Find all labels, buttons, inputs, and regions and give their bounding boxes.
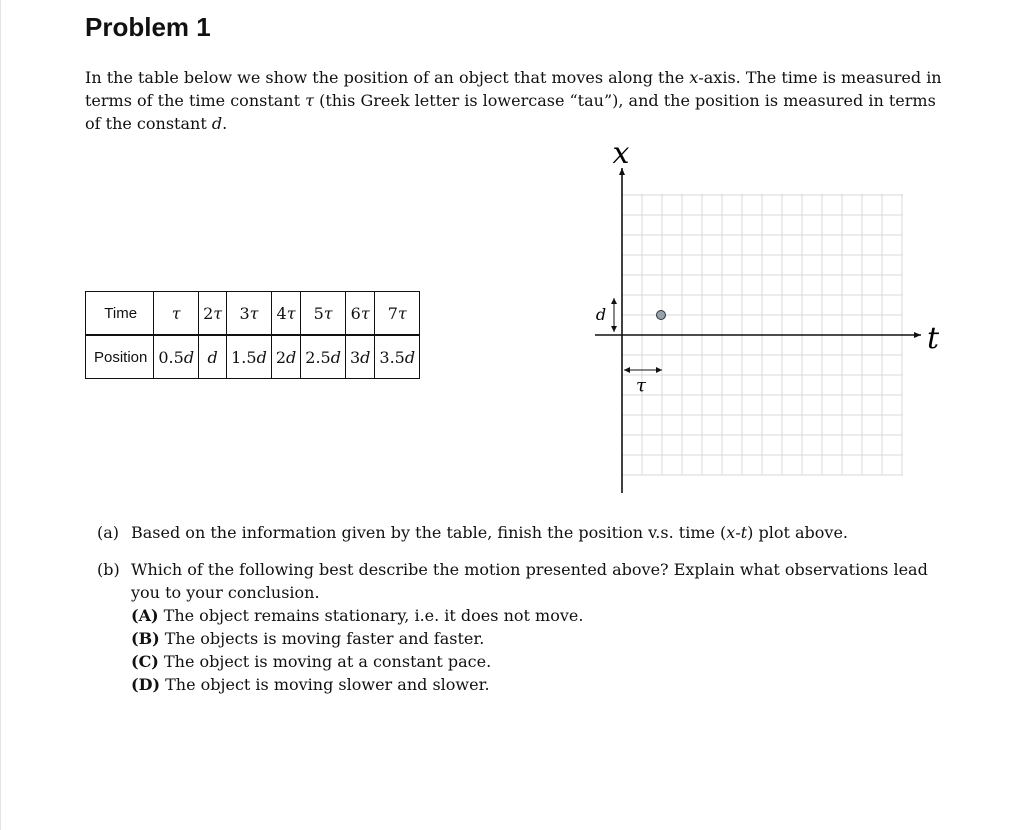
option-b bbox=[97, 627, 947, 650]
page-edge bbox=[0, 0, 1, 830]
position-time-table bbox=[85, 291, 420, 379]
position-cell: 2d bbox=[271, 335, 300, 379]
time-cell: 2τ bbox=[199, 292, 227, 336]
question-a bbox=[97, 521, 947, 544]
option-c-letter: (C) bbox=[131, 652, 159, 671]
intro-text-4: . bbox=[222, 114, 228, 133]
position-cell: 1.5d bbox=[227, 335, 272, 379]
t-axis-label: t bbox=[927, 321, 940, 356]
position-cell: 3d bbox=[345, 335, 374, 379]
question-b-text: Which of the following best describe the motion presented above? Explain what observations lead you to your conclusion. bbox=[131, 560, 928, 602]
tau-scale-label: τ bbox=[636, 375, 646, 396]
position-row-label: Position bbox=[86, 335, 154, 379]
option-d-text: The object is moving slower and slower. bbox=[160, 675, 490, 694]
intro-x-variable: x bbox=[689, 68, 699, 87]
time-cell: τ bbox=[154, 292, 199, 336]
time-cell: 5τ bbox=[301, 292, 346, 336]
time-cell: 6τ bbox=[345, 292, 374, 336]
question-a-label: (a) bbox=[97, 523, 120, 542]
time-row-label: Time bbox=[86, 292, 154, 336]
option-a-letter: (A) bbox=[131, 606, 159, 625]
time-cell: 7τ bbox=[375, 292, 420, 336]
intro-d-variable: d bbox=[211, 114, 223, 133]
plotted-point bbox=[657, 311, 666, 320]
option-b-text: The objects is moving faster and faster. bbox=[159, 629, 485, 648]
option-a bbox=[97, 604, 947, 627]
x-axis-label: x bbox=[612, 136, 630, 171]
questions bbox=[97, 521, 947, 696]
intro-text-3: (this Greek letter is lowercase “tau”), and the position is measured in terms of the constant bbox=[85, 91, 936, 133]
question-a-x-var: x bbox=[726, 523, 736, 542]
option-c bbox=[97, 650, 947, 673]
intro-text-1: In the table below we show the position of an object that moves along the bbox=[85, 68, 690, 87]
question-a-dash: - bbox=[735, 523, 741, 542]
position-row bbox=[86, 335, 420, 379]
option-a-text: The object remains stationary, i.e. it does not move. bbox=[158, 606, 584, 625]
option-c-text: The object is moving at a constant pace. bbox=[158, 652, 492, 671]
question-b bbox=[97, 558, 947, 604]
time-row bbox=[86, 292, 420, 336]
option-d-letter: (D) bbox=[131, 675, 161, 694]
option-d bbox=[97, 673, 947, 696]
intro-text-2: -axis. The time is measured in terms of the time constant bbox=[85, 68, 942, 110]
page-title: Problem 1 bbox=[85, 12, 211, 42]
position-cell: 2.5d bbox=[301, 335, 346, 379]
intro-paragraph bbox=[85, 66, 945, 135]
question-a-text-1: Based on the information given by the table, finish the position v.s. time ( bbox=[131, 523, 727, 542]
question-a-t-var: t bbox=[740, 523, 748, 542]
d-scale-label: d bbox=[595, 305, 607, 324]
option-b-letter: (B) bbox=[131, 629, 160, 648]
time-cell: 3τ bbox=[227, 292, 272, 336]
position-cell: 0.5d bbox=[154, 335, 199, 379]
question-b-label: (b) bbox=[97, 560, 120, 579]
intro-tau-symbol: τ bbox=[305, 91, 314, 110]
question-a-text-2: ) plot above. bbox=[747, 523, 849, 542]
position-cell: 3.5d bbox=[375, 335, 420, 379]
position-time-plot bbox=[585, 135, 955, 500]
time-cell: 4τ bbox=[271, 292, 300, 336]
position-cell: d bbox=[199, 335, 227, 379]
